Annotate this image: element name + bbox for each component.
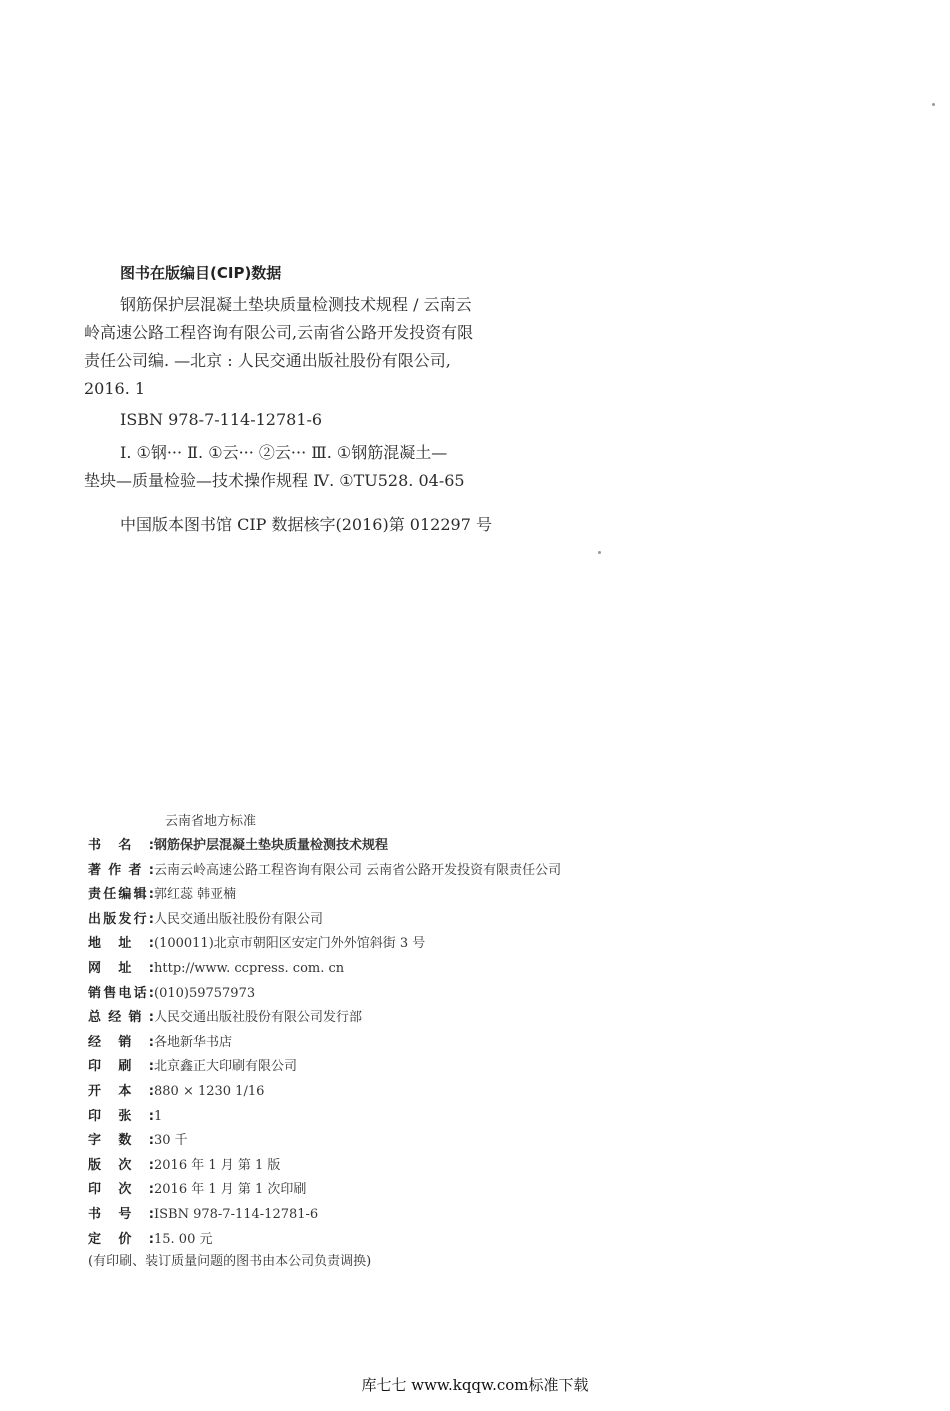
colophon-label: 印刷: <box>88 1059 154 1075</box>
scan-speck <box>932 103 935 106</box>
cip-library-note <box>84 511 544 539</box>
colophon-value: 人民交通出版社股份有限公司 <box>154 911 324 927</box>
colophon-value: 北京鑫正大印刷有限公司 <box>154 1059 298 1075</box>
scan-speck <box>598 551 601 554</box>
colophon-row <box>88 1203 561 1228</box>
series-name: 云南省地方标准 <box>165 814 257 829</box>
quality-note: (有印刷、装订质量问题的图书由本公司负责调换) <box>88 1254 372 1269</box>
colophon-row <box>88 1105 561 1130</box>
colophon-row <box>88 1055 561 1080</box>
colophon-label: 定价: <box>88 1231 154 1247</box>
colophon-value: 郭红蕊 韩亚楠 <box>154 887 237 903</box>
colophon-row <box>88 883 561 908</box>
cip-isbn <box>84 406 544 434</box>
colophon-value: 1 <box>154 1108 163 1124</box>
cip-title: 图书在版编目(CIP)数据 <box>120 264 282 282</box>
colophon-value: (100011)北京市朝阳区安定门外外馆斜街 3 号 <box>154 936 426 952</box>
colophon-row <box>88 1228 561 1253</box>
cip-subjects <box>84 439 544 495</box>
colophon-value: http://www. ccpress. com. cn <box>154 960 345 976</box>
cip-subject-line1: Ⅰ. ①钢··· Ⅱ. ①云··· ②云··· Ⅲ. ①钢筋混凝土— <box>120 443 448 462</box>
cip-entry-line2: 岭高速公路工程咨询有限公司,云南省公路开发投资有限 <box>84 323 474 342</box>
colophon-row <box>88 1006 561 1031</box>
colophon-row <box>88 982 561 1007</box>
colophon-value: 钢筋保护层混凝土垫块质量检测技术规程 <box>154 838 389 853</box>
colophon-row <box>88 957 561 982</box>
colophon-label: 开本: <box>88 1083 154 1099</box>
colophon-value: 2016 年 1 月 第 1 版 <box>154 1157 281 1173</box>
colophon-value: 880 × 1230 1/16 <box>154 1083 265 1099</box>
colophon-list <box>88 834 561 1252</box>
colophon-value: 15. 00 元 <box>154 1231 213 1247</box>
colophon-value: (010)59757973 <box>154 985 256 1001</box>
cip-entry-line1: 钢筋保护层混凝土垫块质量检测技术规程 / 云南云 <box>120 295 472 314</box>
colophon-label: 印次: <box>88 1182 154 1198</box>
cip-entry <box>84 291 544 403</box>
colophon-value: ISBN 978-7-114-12781-6 <box>154 1206 319 1222</box>
colophon-row <box>88 908 561 933</box>
cip-subject-line2: 垫块—质量检验—技术操作规程 Ⅳ. ①TU528. 04-65 <box>84 471 465 490</box>
colophon-label: 版次: <box>88 1157 154 1173</box>
colophon-value: 云南云岭高速公路工程咨询有限公司 云南省公路开发投资有限责任公司 <box>154 862 562 878</box>
colophon-row <box>88 1129 561 1154</box>
colophon-row <box>88 1080 561 1105</box>
cip-library-note-text: 中国版本图书馆 CIP 数据核字(2016)第 012297 号 <box>120 515 492 534</box>
watermark-text: 库七七 www.kqqw.com标准下载 <box>361 1376 589 1394</box>
colophon-label: 书号: <box>88 1206 154 1222</box>
cip-isbn-text: ISBN 978-7-114-12781-6 <box>120 410 323 429</box>
colophon-label: 总经销: <box>88 1010 154 1026</box>
colophon-row <box>88 834 561 859</box>
colophon-value: 各地新华书店 <box>154 1034 233 1050</box>
cip-entry-line3: 责任公司编. —北京 : 人民交通出版社股份有限公司, <box>84 351 451 370</box>
colophon-label: 销售电话: <box>88 985 154 1001</box>
colophon-row <box>88 1178 561 1203</box>
colophon-label: 网址: <box>88 960 154 976</box>
colophon-row <box>88 1154 561 1179</box>
colophon-label: 印张: <box>88 1108 154 1124</box>
colophon-value: 人民交通出版社股份有限公司发行部 <box>154 1010 363 1026</box>
colophon-label: 著作者: <box>88 862 154 878</box>
colophon-value: 30 千 <box>154 1133 188 1149</box>
cip-entry-line4: 2016. 1 <box>84 379 146 398</box>
colophon-row <box>88 1031 561 1056</box>
colophon-label: 书名: <box>88 838 154 853</box>
colophon-value: 2016 年 1 月 第 1 次印刷 <box>154 1182 307 1198</box>
colophon-label: 经销: <box>88 1034 154 1050</box>
colophon-label: 责任编辑: <box>88 887 154 903</box>
colophon-label: 地址: <box>88 936 154 952</box>
colophon-row <box>88 859 561 884</box>
colophon-row <box>88 932 561 957</box>
colophon-label: 出版发行: <box>88 911 154 927</box>
colophon-label: 字数: <box>88 1133 154 1149</box>
